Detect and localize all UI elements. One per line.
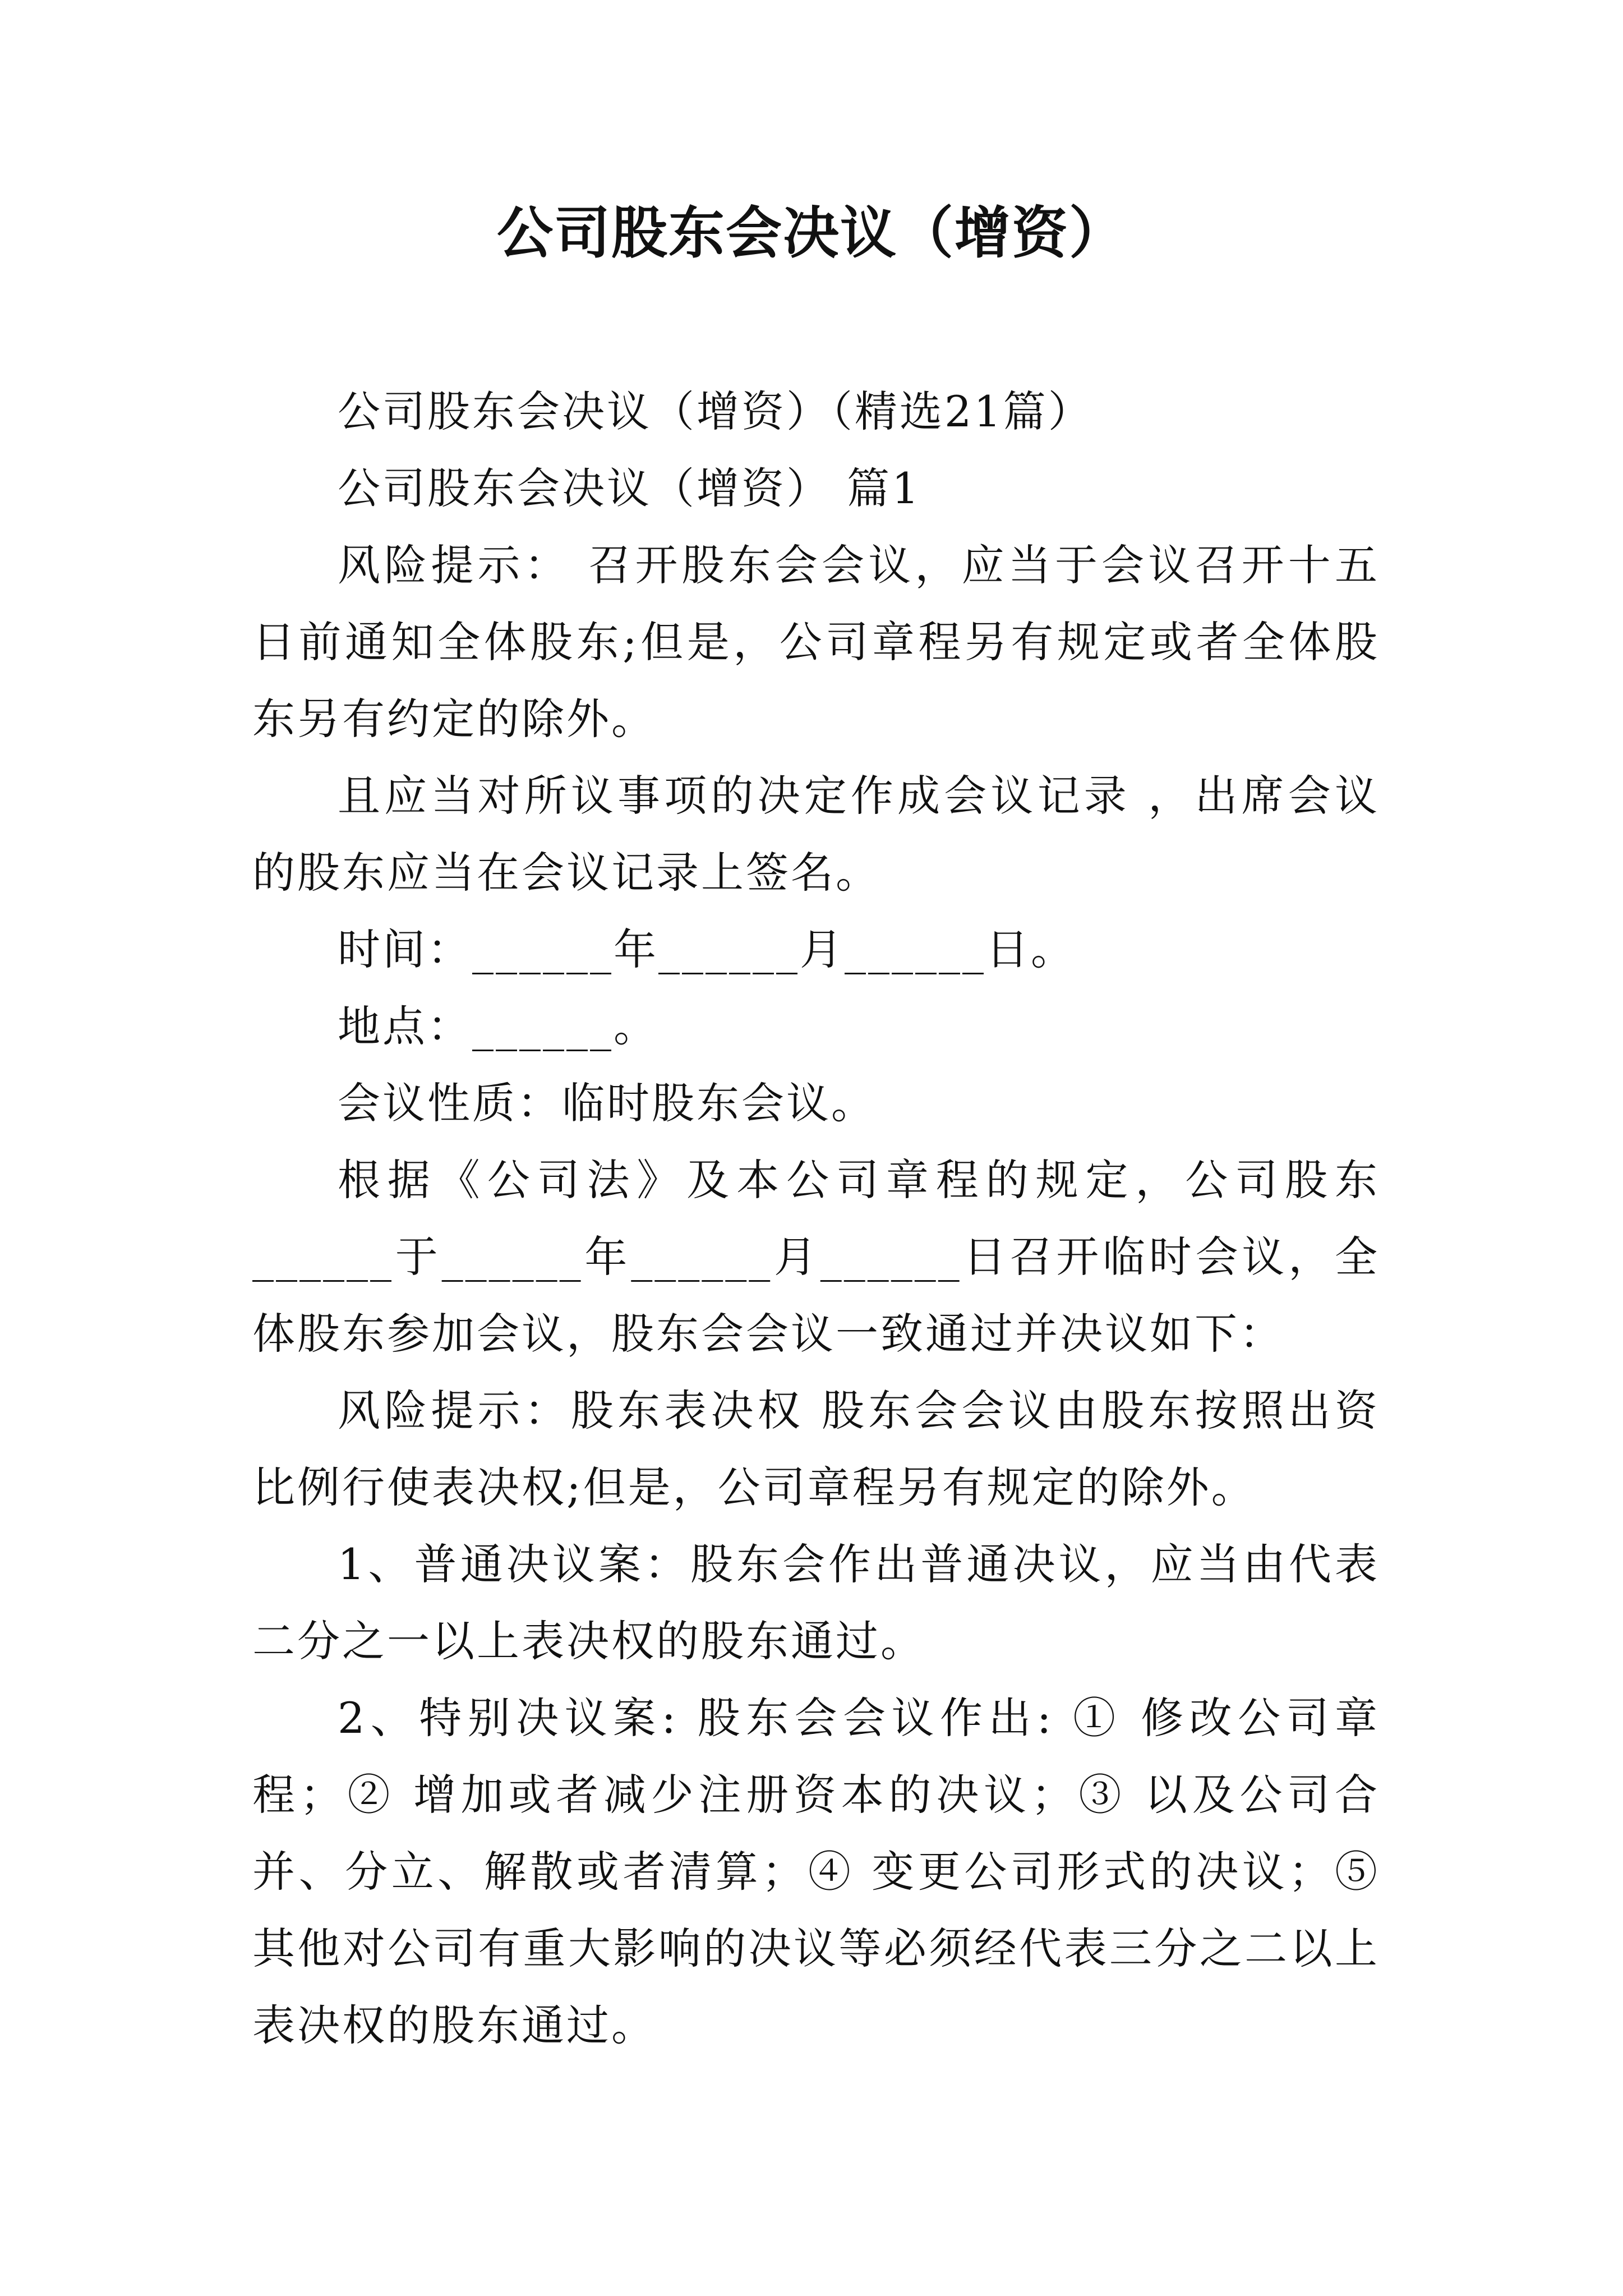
paragraph-meeting-record: 且应当对所议事项的决定作成会议记录 ，出席会议的股东应当在会议记录上签名。 — [252, 771, 1380, 898]
paragraph-meeting-nature: 会议性质：临时股东会议。 — [338, 1078, 876, 1128]
paragraph-time: 时间：______年______月______日。 — [338, 924, 1076, 974]
paragraph-risk-notice-voting: 风险提示：股东表决权 股东会会议由股东按照出资比例行使表决权;但是，公司章程另有规定的除外。 — [252, 1386, 1380, 1512]
paragraph-ordinary-resolution: 1、普通决议案：股东会作出普通决议，应当由代表二分之一以上表决权的股东通过。 — [252, 1539, 1380, 1666]
paragraph-subtitle: 公司股东会决议（增资）（精选21篇） — [338, 386, 1093, 436]
paragraph-location: 地点：______。 — [338, 1001, 658, 1051]
paragraph-basis: 根据《公司法》及本公司章程的规定，公司股东______于______年______月______日召开临时会议，全体股东参加会议，股东会会议一致通过并决议如下： — [252, 1155, 1380, 1359]
paragraph-section-heading: 公司股东会决议（增资） 篇1 — [338, 463, 921, 513]
paragraph-risk-notice-meeting: 风险提示： 召开股东会会议，应当于会议召开十五日前通知全体股东;但是，公司章程另有规定或者全体股东另有约定的除外。 — [252, 540, 1380, 744]
document-title: 公司股东会决议（增资） — [497, 200, 1126, 266]
document-body — [252, 373, 1380, 2064]
paragraph-special-resolution: 2、特别决议案: 股东会会议作出: ① 修改公司章程；② 增加或者减少注册资本的决议；③ 以及公司合并、分立、解散或者清算；④ 变更公司形式的决议；⑤ 其他对公司有重大影响的决议等必须经代表三分之二以上表决权的股东通过。 — [252, 1693, 1380, 2050]
